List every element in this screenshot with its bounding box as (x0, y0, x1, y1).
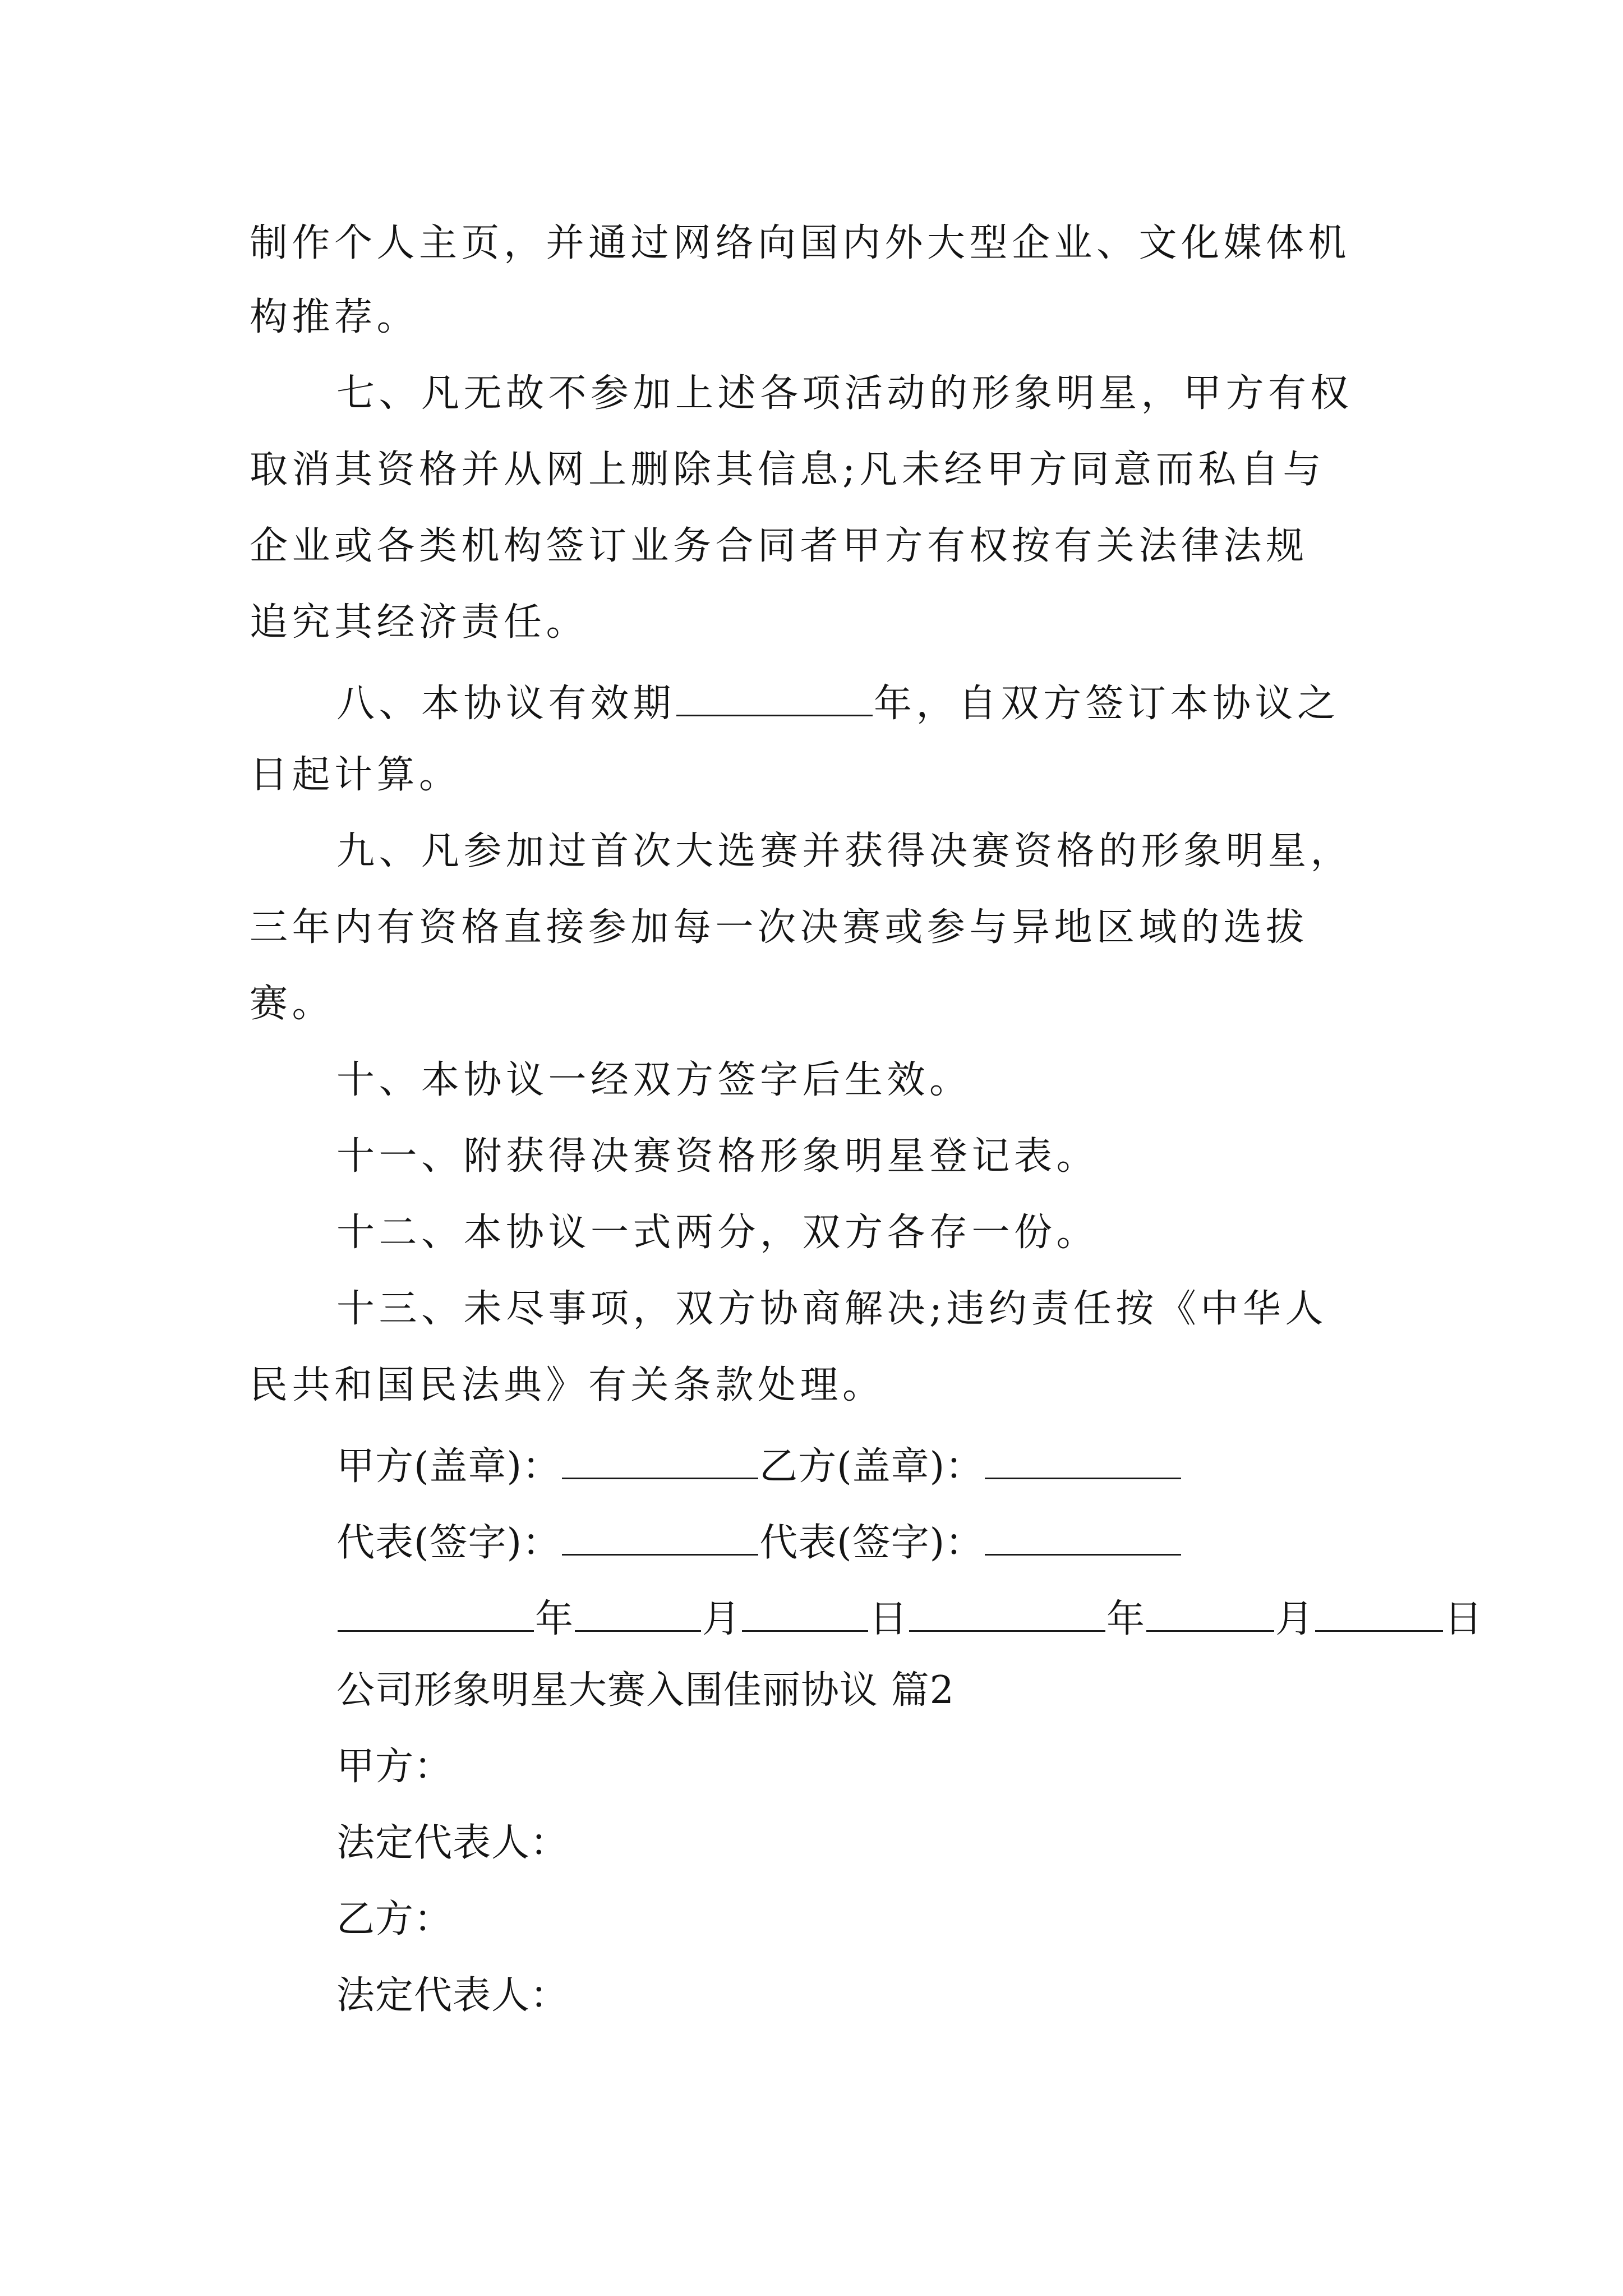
year-b-blank (909, 1595, 1105, 1632)
clause-11-line: 十一、附获得决赛资格形象明星登记表。 (336, 1134, 1099, 1179)
legal-rep-a-label: 法定代表人： (336, 1821, 569, 1865)
clause-8-line (336, 680, 1340, 726)
day-b-label: 日 (1444, 1597, 1483, 1641)
month-b-blank (1146, 1595, 1274, 1632)
year-b-label: 年 (1106, 1597, 1146, 1641)
validity-years-blank (676, 680, 873, 716)
day-b-blank (1315, 1595, 1443, 1632)
year-a-blank (338, 1595, 534, 1632)
day-a-label: 日 (869, 1597, 909, 1641)
body-line: 赛。 (250, 982, 335, 1026)
party-a-label: 甲方： (336, 1745, 453, 1789)
body-line: 三年内有资格直接参加每一次决赛或参与异地区域的选拔 (250, 905, 1308, 950)
representative-line (336, 1519, 1182, 1565)
party-a-seal-blank (562, 1443, 758, 1479)
body-line: 日起计算。 (250, 753, 462, 797)
party-b-label: 乙方： (336, 1897, 453, 1941)
clause-10-line: 十、本协议一经双方签字后生效。 (336, 1058, 972, 1102)
body-line: 构推荐。 (250, 295, 419, 339)
party-a-seal-label: 甲方(盖章)： (336, 1444, 561, 1489)
party-b-seal-label: 乙方(盖章)： (759, 1444, 984, 1489)
day-a-blank (742, 1595, 868, 1632)
body-line: 制作个人主页，并通过网络向国内外大型企业、文化媒体机 (250, 221, 1351, 265)
rep-b-label: 代表(签字)： (759, 1521, 984, 1565)
legal-rep-b-label: 法定代表人： (336, 1973, 569, 2018)
clause-8-prefix: 八、本协议有效期 (336, 682, 676, 726)
body-line: 取消其资格并从网上删除其信息;凡未经甲方同意而私自与 (250, 448, 1325, 492)
month-a-blank (575, 1595, 701, 1632)
rep-a-label: 代表(签字)： (336, 1521, 561, 1565)
rep-a-blank (562, 1519, 758, 1556)
party-b-seal-blank (985, 1443, 1181, 1479)
section-2-title: 公司形象明星大赛入围佳丽协议 篇2 (336, 1668, 955, 1713)
body-line: 民共和国民法典》有关条款处理。 (250, 1363, 885, 1407)
clause-13-line: 十三、未尽事项，双方协商解决;违约责任按《中华人 (336, 1287, 1327, 1331)
clause-12-line: 十二、本协议一式两分，双方各存一份。 (336, 1211, 1099, 1255)
month-a-label: 月 (702, 1597, 741, 1641)
body-line: 企业或各类机构签订业务合同者甲方有权按有关法律法规 (250, 524, 1308, 568)
body-line: 追究其经济责任。 (250, 600, 589, 645)
month-b-label: 月 (1275, 1597, 1315, 1641)
clause-8-suffix: 年，自双方签订本协议之 (874, 682, 1340, 726)
date-line (336, 1595, 1483, 1639)
rep-b-blank (985, 1519, 1181, 1556)
clause-7-line: 七、凡无故不参加上述各项活动的形象明星，甲方有权 (336, 371, 1353, 416)
seal-line (336, 1443, 1182, 1489)
year-a-label: 年 (535, 1597, 574, 1641)
clause-9-line: 九、凡参加过首次大选赛并获得决赛资格的形象明星， (336, 829, 1353, 873)
